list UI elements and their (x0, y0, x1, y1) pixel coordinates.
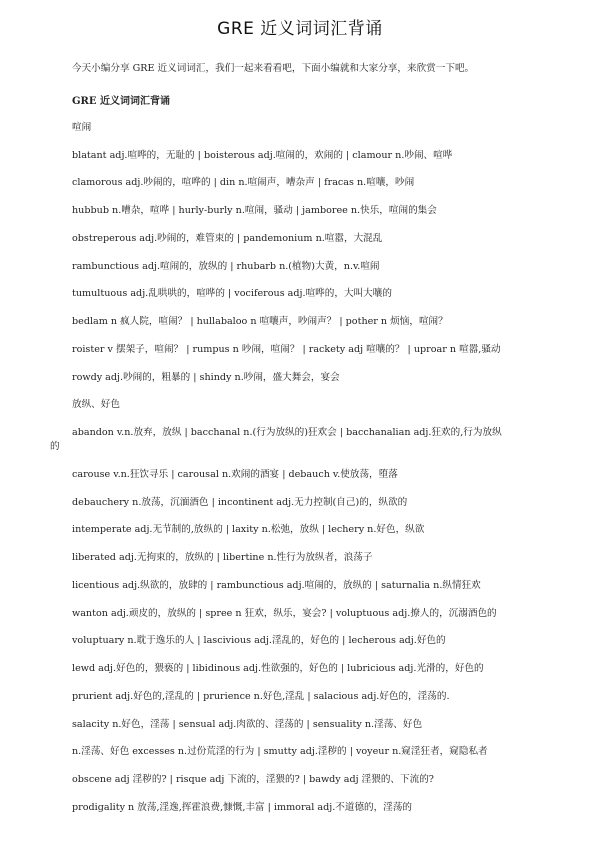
vocab-line: licentious adj.纵欲的，放肆的 | rambunctious adj.喧闹的，放纵的 | saturnalia n.纵情狂欢 (72, 580, 481, 591)
vocab-line: prurient adj.好色的,淫乱的 | prurience n.好色,淫乱 | salacious adj.好色的，淫荡的. (72, 691, 450, 702)
vocab-line: obscene adj 淫秽的? | risque adj 下流的，淫猥的? | bawdy adj 淫猥的、下流的? (72, 774, 434, 785)
vocab-line: tumultuous adj.乱哄哄的，喧哗的 | vociferous adj.喧哗的，大叫大嚷的 (72, 288, 392, 299)
vocab-line: clamorous adj.吵闹的，喧哗的 | din n.喧闹声，嘈杂声 | fracas n.喧嚷，吵闹 (72, 177, 415, 188)
vocab-line: voluptuary n.耽于逸乐的人 | lascivious adj.淫乱的，好色的 | lecherous adj.好色的 (72, 635, 446, 646)
vocab-line: intemperate adj.无节制的,放纵的 | laxity n.松弛，放纵 | lechery n.好色，纵欲 (72, 524, 425, 535)
intro-paragraph: 今天小编分享 GRE 近义词词汇，我们一起来看看吧，下面小编就和大家分享，来欣赏一下吧。 (72, 63, 475, 74)
vocab-line: debauchery n.放荡，沉湎酒色 | incontinent adj.无力控制(自己)的，纵欲的 (72, 497, 408, 508)
vocab-line: carouse v.n.狂饮寻乐 | carousal n.欢闹的酒宴 | debauch v.使放荡，堕落 (72, 469, 398, 480)
vocab-line: hubbub n.嘈杂，喧哗 | hurly-burly n.喧闹，骚动 | jamboree n.快乐，喧闹的集会 (72, 205, 437, 216)
section-heading: GRE 近义词词汇背诵 (72, 96, 170, 107)
vocab-line: prodigality n 放荡,淫逸,挥霍浪费,慷慨,丰富 | immoral adj.不道德的，淫荡的 (72, 802, 413, 813)
vocab-line: liberated adj.无拘束的，放纵的 | libertine n.性行为放纵者，浪荡子 (72, 552, 373, 563)
vocab-line: bedlam n 疯人院，喧闹？ | hullabaloo n 喧嚷声，吵闹声？ | pother n 烦恼，喧闹？ (72, 316, 448, 327)
vocab-line: n.淫荡、好色 excesses n.过份荒淫的行为 | smutty adj.淫秽的 | voyeur n.窥淫狂者，窥隐私者 (72, 746, 488, 757)
vocab-line: obstreperous adj.吵闹的，难管束的 | pandemonium n.喧嚣，大混乱 (72, 233, 383, 244)
vocab-line: salacity n.好色，淫荡 | sensual adj.肉欲的、淫荡的 | sensuality n.淫荡、好色 (72, 719, 423, 730)
vocab-line: blatant adj.喧哗的，无耻的 | boisterous adj.喧闹的，欢闹的 | clamour n.吵闹、喧哗 (72, 150, 453, 161)
vocab-line: roister v 摆架子，喧闹？ | rumpus n 吵闹，喧闹？ | rackety adj 喧嚷的？ | uproar n 喧嚣,骚动 (72, 344, 501, 355)
category-heading-lust: 放纵、好色 (72, 399, 120, 410)
vocab-line: lewd adj.好色的，猥亵的 | libidinous adj.性欲强的，好色的 | lubricious adj.光滑的，好色的 (72, 663, 484, 674)
category-heading-noise: 喧闹 (72, 122, 92, 133)
vocab-line: rambunctious adj.喧闹的，放纵的 | rhubarb n.(植物)大黄，n.v.喧闹 (72, 261, 380, 272)
vocab-line: wanton adj.顽皮的，放纵的 | spree n 狂欢，纵乐，宴会? | voluptuous adj.撩人的，沉溺酒色的 (72, 608, 497, 619)
page-title: GRE 近义词词汇背诵 (217, 19, 383, 39)
vocab-line: rowdy adj.吵闹的，粗暴的 | shindy n.吵闹，盛大舞会，宴会 (72, 372, 340, 383)
vocab-line-continuation: 的 (50, 441, 60, 452)
vocab-line: abandon v.n.放弃，放纵 | bacchanal n.(行为放纵的)狂欢会 | bacchanalian adj.狂欢的,行为放纵 (72, 427, 502, 438)
